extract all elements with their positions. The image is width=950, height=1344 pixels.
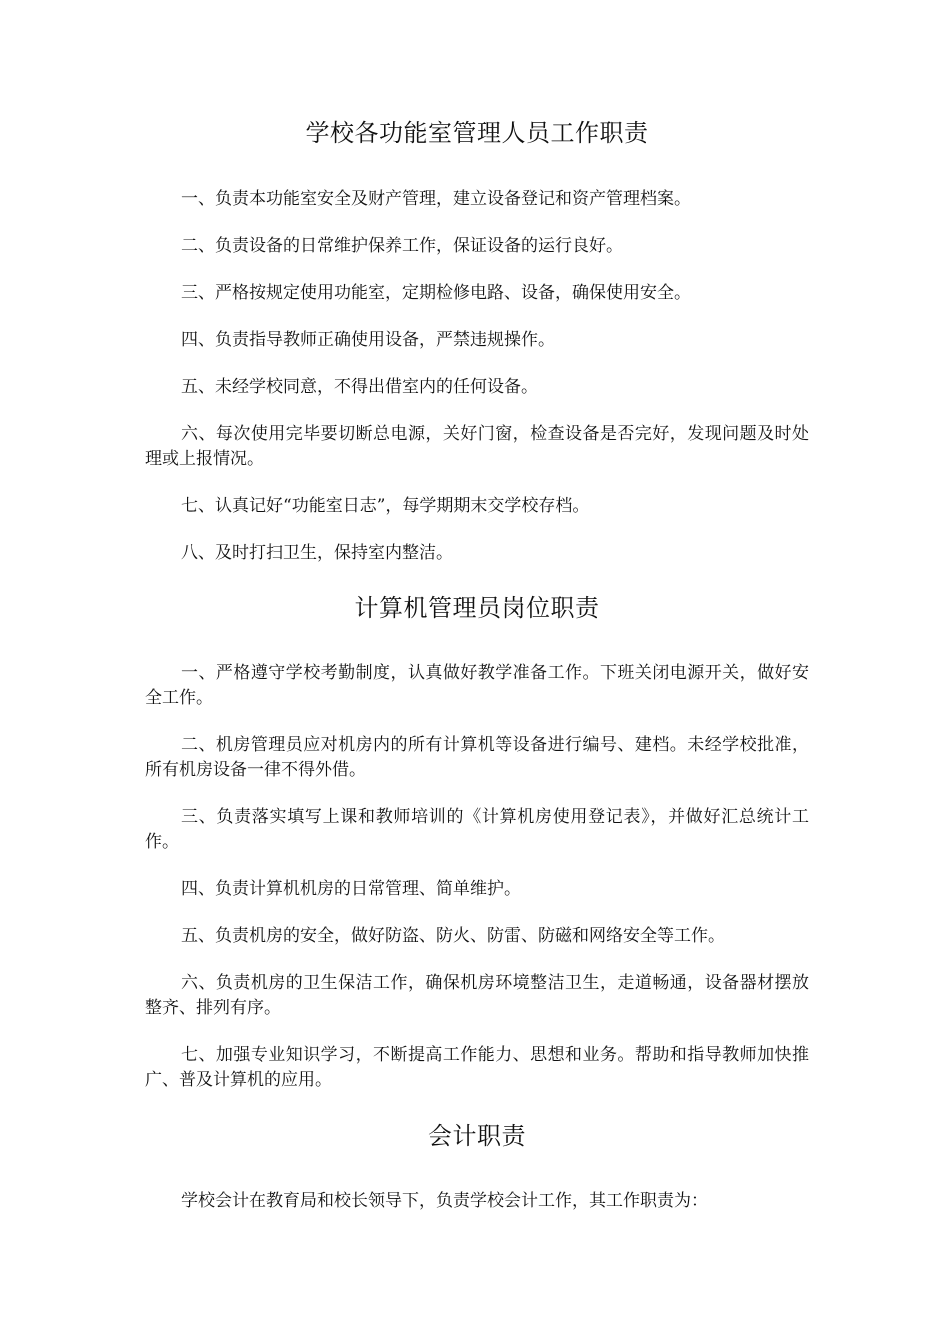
paragraph: 五、未经学校同意，不得出借室内的任何设备。 [181, 377, 538, 397]
paragraph: 六、每次使用完毕要切断总电源，关好门窗，检查设备是否完好，发现问题及时处理或上报情况。 [145, 424, 809, 469]
section-title-functional-rooms: 学校各功能室管理人员工作职责 [305, 119, 649, 147]
paragraph: 三、负责落实填写上课和教师培训的《计算机房使用登记表》，并做好汇总统计工作。 [145, 807, 809, 852]
paragraph: 六、负责机房的卫生保洁工作，确保机房环境整洁卫生，走道畅通，设备器材摆放整齐、排列有序。 [145, 973, 809, 1018]
paragraph: 一、严格遵守学校考勤制度，认真做好教学准备工作。下班关闭电源开关，做好安全工作。 [145, 663, 809, 708]
paragraph: 四、负责计算机机房的日常管理、简单维护。 [181, 879, 521, 899]
section-title-computer-admin: 计算机管理员岗位职责 [354, 594, 600, 622]
paragraph: 四、负责指导教师正确使用设备，严禁违规操作。 [181, 330, 555, 350]
paragraph: 七、认真记好“功能室日志”，每学期期末交学校存档。 [181, 496, 590, 516]
paragraph: 二、机房管理员应对机房内的所有计算机等设备进行编号、建档。未经学校批准，所有机房设备一律不得外借。 [145, 735, 809, 780]
paragraph: 一、负责本功能室安全及财产管理，建立设备登记和资产管理档案。 [181, 189, 691, 209]
paragraph: 八、及时打扫卫生，保持室内整洁。 [181, 543, 453, 563]
section-title-accounting: 会计职责 [428, 1122, 526, 1150]
paragraph: 学校会计在教育局和校长领导下，负责学校会计工作，其工作职责为： [181, 1191, 708, 1211]
paragraph: 二、负责设备的日常维护保养工作，保证设备的运行良好。 [181, 236, 623, 256]
paragraph: 七、加强专业知识学习，不断提高工作能力、思想和业务。帮助和指导教师加快推广、普及计算机的应用。 [145, 1045, 809, 1090]
paragraph: 五、负责机房的安全，做好防盗、防火、防雷、防磁和网络安全等工作。 [181, 926, 725, 946]
paragraph: 三、严格按规定使用功能室，定期检修电路、设备，确保使用安全。 [181, 283, 691, 303]
